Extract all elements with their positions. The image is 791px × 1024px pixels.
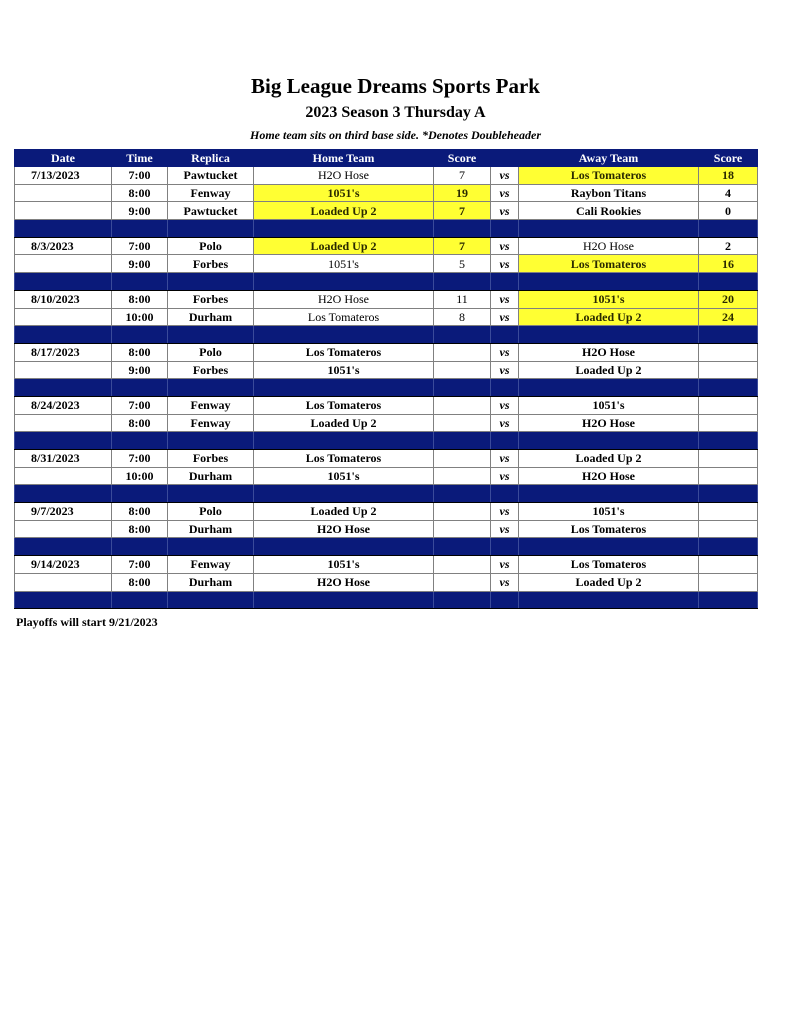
week-separator-row xyxy=(15,538,758,556)
away-team-cell: Los Tomateros xyxy=(519,520,699,538)
time-cell: 8:00 xyxy=(112,343,168,361)
away-team-cell: Cali Rookies xyxy=(519,202,699,220)
separator-cell xyxy=(15,591,112,609)
game-row xyxy=(15,290,758,308)
separator-cell xyxy=(699,379,758,397)
away-score-cell: 2 xyxy=(699,237,758,255)
home-score-cell xyxy=(434,467,491,485)
away-team-cell: H2O Hose xyxy=(519,467,699,485)
time-cell: 8:00 xyxy=(112,414,168,432)
time-cell: 8:00 xyxy=(112,573,168,591)
separator-cell xyxy=(491,485,519,503)
game-row xyxy=(15,184,758,202)
separator-cell xyxy=(168,220,254,238)
home-score-cell xyxy=(434,520,491,538)
separator-cell xyxy=(254,485,434,503)
vs-cell: vs xyxy=(491,167,519,185)
home-team-cell: Los Tomateros xyxy=(254,343,434,361)
replica-cell: Fenway xyxy=(168,396,254,414)
home-score-cell: 7 xyxy=(434,202,491,220)
time-cell: 8:00 xyxy=(112,184,168,202)
home-score-cell xyxy=(434,556,491,574)
separator-cell xyxy=(519,326,699,344)
game-row xyxy=(15,520,758,538)
replica-cell: Fenway xyxy=(168,184,254,202)
vs-cell: vs xyxy=(491,255,519,273)
away-team-cell: Los Tomateros xyxy=(519,556,699,574)
week-separator-row xyxy=(15,220,758,238)
separator-cell xyxy=(519,220,699,238)
time-cell: 9:00 xyxy=(112,202,168,220)
time-cell: 9:00 xyxy=(112,361,168,379)
vs-cell: vs xyxy=(491,361,519,379)
away-score-cell: 16 xyxy=(699,255,758,273)
away-team-cell: Loaded Up 2 xyxy=(519,361,699,379)
week-separator-row xyxy=(15,273,758,291)
separator-cell xyxy=(434,432,491,450)
separator-cell xyxy=(434,538,491,556)
game-row xyxy=(15,255,758,273)
time-cell: 10:00 xyxy=(112,308,168,326)
replica-cell: Fenway xyxy=(168,414,254,432)
playoffs-note: Playoffs will start 9/21/2023 xyxy=(16,615,158,629)
away-score-cell: 20 xyxy=(699,290,758,308)
home-score-cell xyxy=(434,414,491,432)
home-team-cell: Los Tomateros xyxy=(254,450,434,468)
away-score-cell: 4 xyxy=(699,184,758,202)
vs-cell: vs xyxy=(491,450,519,468)
separator-cell xyxy=(168,273,254,291)
home-team-cell: H2O Hose xyxy=(254,167,434,185)
game-row xyxy=(15,450,758,468)
separator-cell xyxy=(112,591,168,609)
separator-cell xyxy=(434,220,491,238)
away-team-cell: Loaded Up 2 xyxy=(519,308,699,326)
separator-cell xyxy=(112,485,168,503)
away-score-cell xyxy=(699,556,758,574)
home-team-cell: Loaded Up 2 xyxy=(254,202,434,220)
time-cell: 7:00 xyxy=(112,396,168,414)
date-cell xyxy=(15,308,112,326)
column-header-away-team: Away Team xyxy=(519,150,699,167)
separator-cell xyxy=(491,591,519,609)
separator-cell xyxy=(519,273,699,291)
page-title: Big League Dreams Sports Park xyxy=(251,74,540,98)
away-score-cell: 18 xyxy=(699,167,758,185)
date-cell xyxy=(15,467,112,485)
replica-cell: Forbes xyxy=(168,290,254,308)
away-team-cell: Loaded Up 2 xyxy=(519,450,699,468)
game-row xyxy=(15,556,758,574)
game-row xyxy=(15,202,758,220)
away-team-cell: 1051's xyxy=(519,396,699,414)
away-score-cell: 24 xyxy=(699,308,758,326)
replica-cell: Fenway xyxy=(168,556,254,574)
away-team-cell: H2O Hose xyxy=(519,414,699,432)
separator-cell xyxy=(519,591,699,609)
time-cell: 8:00 xyxy=(112,503,168,521)
home-team-cell: 1051's xyxy=(254,467,434,485)
separator-cell xyxy=(254,273,434,291)
away-team-cell: Loaded Up 2 xyxy=(519,573,699,591)
away-team-cell: H2O Hose xyxy=(519,343,699,361)
away-score-cell xyxy=(699,503,758,521)
week-separator-row xyxy=(15,379,758,397)
separator-cell xyxy=(254,432,434,450)
replica-cell: Pawtucket xyxy=(168,202,254,220)
separator-cell xyxy=(519,485,699,503)
date-cell: 8/17/2023 xyxy=(15,343,112,361)
home-score-cell xyxy=(434,573,491,591)
column-header-date: Date xyxy=(15,150,112,167)
separator-cell xyxy=(699,485,758,503)
date-cell xyxy=(15,414,112,432)
time-cell: 7:00 xyxy=(112,556,168,574)
schedule-body xyxy=(15,150,758,609)
vs-cell: vs xyxy=(491,308,519,326)
vs-cell: vs xyxy=(491,556,519,574)
separator-cell xyxy=(491,326,519,344)
separator-cell xyxy=(254,379,434,397)
replica-cell: Polo xyxy=(168,503,254,521)
separator-cell xyxy=(15,273,112,291)
home-team-cell: Loaded Up 2 xyxy=(254,237,434,255)
vs-cell: vs xyxy=(491,184,519,202)
date-cell xyxy=(15,255,112,273)
time-cell: 8:00 xyxy=(112,290,168,308)
game-row xyxy=(15,467,758,485)
replica-cell: Durham xyxy=(168,467,254,485)
separator-cell xyxy=(15,485,112,503)
vs-cell: vs xyxy=(491,290,519,308)
vs-cell: vs xyxy=(491,573,519,591)
home-team-cell: Los Tomateros xyxy=(254,308,434,326)
page-subtitle: 2023 Season 3 Thursday A xyxy=(305,104,486,121)
vs-cell: vs xyxy=(491,396,519,414)
date-cell: 9/7/2023 xyxy=(15,503,112,521)
separator-cell xyxy=(112,538,168,556)
home-score-cell: 5 xyxy=(434,255,491,273)
away-team-cell: 1051's xyxy=(519,290,699,308)
home-team-cell: H2O Hose xyxy=(254,573,434,591)
separator-cell xyxy=(699,273,758,291)
away-team-cell: Los Tomateros xyxy=(519,167,699,185)
separator-cell xyxy=(112,379,168,397)
time-cell: 9:00 xyxy=(112,255,168,273)
vs-cell: vs xyxy=(491,520,519,538)
separator-cell xyxy=(168,432,254,450)
away-score-cell xyxy=(699,520,758,538)
replica-cell: Pawtucket xyxy=(168,167,254,185)
separator-cell xyxy=(254,326,434,344)
time-cell: 7:00 xyxy=(112,237,168,255)
vs-cell: vs xyxy=(491,503,519,521)
home-team-cell: 1051's xyxy=(254,361,434,379)
game-row xyxy=(15,361,758,379)
home-score-cell: 19 xyxy=(434,184,491,202)
date-cell: 8/3/2023 xyxy=(15,237,112,255)
separator-cell xyxy=(168,591,254,609)
away-score-cell xyxy=(699,414,758,432)
game-row xyxy=(15,503,758,521)
away-score-cell xyxy=(699,573,758,591)
column-header-home-team: Home Team xyxy=(254,150,434,167)
home-team-cell: H2O Hose xyxy=(254,290,434,308)
away-score-cell xyxy=(699,361,758,379)
separator-cell xyxy=(15,326,112,344)
separator-cell xyxy=(699,591,758,609)
home-team-cell: 1051's xyxy=(254,556,434,574)
column-header-away-score: Score xyxy=(699,150,758,167)
home-score-cell xyxy=(434,503,491,521)
vs-cell: vs xyxy=(491,467,519,485)
away-team-cell: 1051's xyxy=(519,503,699,521)
separator-cell xyxy=(519,432,699,450)
separator-cell xyxy=(168,538,254,556)
separator-cell xyxy=(168,326,254,344)
away-team-cell: H2O Hose xyxy=(519,237,699,255)
column-header-vs xyxy=(491,150,519,167)
date-cell xyxy=(15,520,112,538)
separator-cell xyxy=(491,379,519,397)
replica-cell: Durham xyxy=(168,308,254,326)
separator-cell xyxy=(254,538,434,556)
schedule-note: Home team sits on third base side. *Denotes Doubleheader xyxy=(250,128,541,142)
game-row xyxy=(15,167,758,185)
separator-cell xyxy=(434,485,491,503)
separator-cell xyxy=(15,538,112,556)
separator-cell xyxy=(112,220,168,238)
home-score-cell: 7 xyxy=(434,167,491,185)
date-cell: 7/13/2023 xyxy=(15,167,112,185)
home-team-cell: Los Tomateros xyxy=(254,396,434,414)
column-header-time: Time xyxy=(112,150,168,167)
separator-cell xyxy=(15,432,112,450)
separator-cell xyxy=(491,538,519,556)
separator-cell xyxy=(519,379,699,397)
week-separator-row xyxy=(15,591,758,609)
home-team-cell: Loaded Up 2 xyxy=(254,414,434,432)
date-cell: 8/10/2023 xyxy=(15,290,112,308)
game-row xyxy=(15,414,758,432)
away-score-cell: 0 xyxy=(699,202,758,220)
week-separator-row xyxy=(15,432,758,450)
game-row xyxy=(15,396,758,414)
vs-cell: vs xyxy=(491,237,519,255)
replica-cell: Polo xyxy=(168,237,254,255)
week-separator-row xyxy=(15,326,758,344)
game-row xyxy=(15,343,758,361)
time-cell: 8:00 xyxy=(112,520,168,538)
game-row xyxy=(15,237,758,255)
separator-cell xyxy=(699,326,758,344)
home-score-cell xyxy=(434,343,491,361)
separator-cell xyxy=(699,538,758,556)
replica-cell: Durham xyxy=(168,520,254,538)
date-cell xyxy=(15,202,112,220)
home-score-cell xyxy=(434,396,491,414)
away-score-cell xyxy=(699,450,758,468)
home-score-cell xyxy=(434,450,491,468)
home-team-cell: 1051's xyxy=(254,255,434,273)
separator-cell xyxy=(434,273,491,291)
home-score-cell: 7 xyxy=(434,237,491,255)
game-row xyxy=(15,308,758,326)
away-score-cell xyxy=(699,343,758,361)
replica-cell: Forbes xyxy=(168,255,254,273)
home-score-cell: 11 xyxy=(434,290,491,308)
vs-cell: vs xyxy=(491,202,519,220)
separator-cell xyxy=(491,220,519,238)
away-team-cell: Raybon Titans xyxy=(519,184,699,202)
replica-cell: Forbes xyxy=(168,361,254,379)
date-cell: 9/14/2023 xyxy=(15,556,112,574)
home-team-cell: H2O Hose xyxy=(254,520,434,538)
date-cell: 8/24/2023 xyxy=(15,396,112,414)
away-score-cell xyxy=(699,396,758,414)
table-header-row xyxy=(15,150,758,167)
separator-cell xyxy=(699,220,758,238)
home-score-cell xyxy=(434,361,491,379)
separator-cell xyxy=(168,485,254,503)
separator-cell xyxy=(434,591,491,609)
home-score-cell: 8 xyxy=(434,308,491,326)
away-score-cell xyxy=(699,467,758,485)
separator-cell xyxy=(112,432,168,450)
vs-cell: vs xyxy=(491,343,519,361)
date-cell: 8/31/2023 xyxy=(15,450,112,468)
replica-cell: Forbes xyxy=(168,450,254,468)
separator-cell xyxy=(112,326,168,344)
time-cell: 10:00 xyxy=(112,467,168,485)
week-separator-row xyxy=(15,485,758,503)
separator-cell xyxy=(254,591,434,609)
separator-cell xyxy=(254,220,434,238)
separator-cell xyxy=(491,432,519,450)
home-team-cell: Loaded Up 2 xyxy=(254,503,434,521)
separator-cell xyxy=(519,538,699,556)
separator-cell xyxy=(699,432,758,450)
column-header-home-score: Score xyxy=(434,150,491,167)
vs-cell: vs xyxy=(491,414,519,432)
replica-cell: Polo xyxy=(168,343,254,361)
separator-cell xyxy=(434,326,491,344)
separator-cell xyxy=(434,379,491,397)
separator-cell xyxy=(491,273,519,291)
schedule-table xyxy=(14,149,758,609)
separator-cell xyxy=(15,220,112,238)
home-team-cell: 1051's xyxy=(254,184,434,202)
separator-cell xyxy=(168,379,254,397)
away-team-cell: Los Tomateros xyxy=(519,255,699,273)
separator-cell xyxy=(112,273,168,291)
game-row xyxy=(15,573,758,591)
column-header-replica: Replica xyxy=(168,150,254,167)
time-cell: 7:00 xyxy=(112,450,168,468)
date-cell xyxy=(15,184,112,202)
separator-cell xyxy=(15,379,112,397)
replica-cell: Durham xyxy=(168,573,254,591)
time-cell: 7:00 xyxy=(112,167,168,185)
date-cell xyxy=(15,361,112,379)
date-cell xyxy=(15,573,112,591)
